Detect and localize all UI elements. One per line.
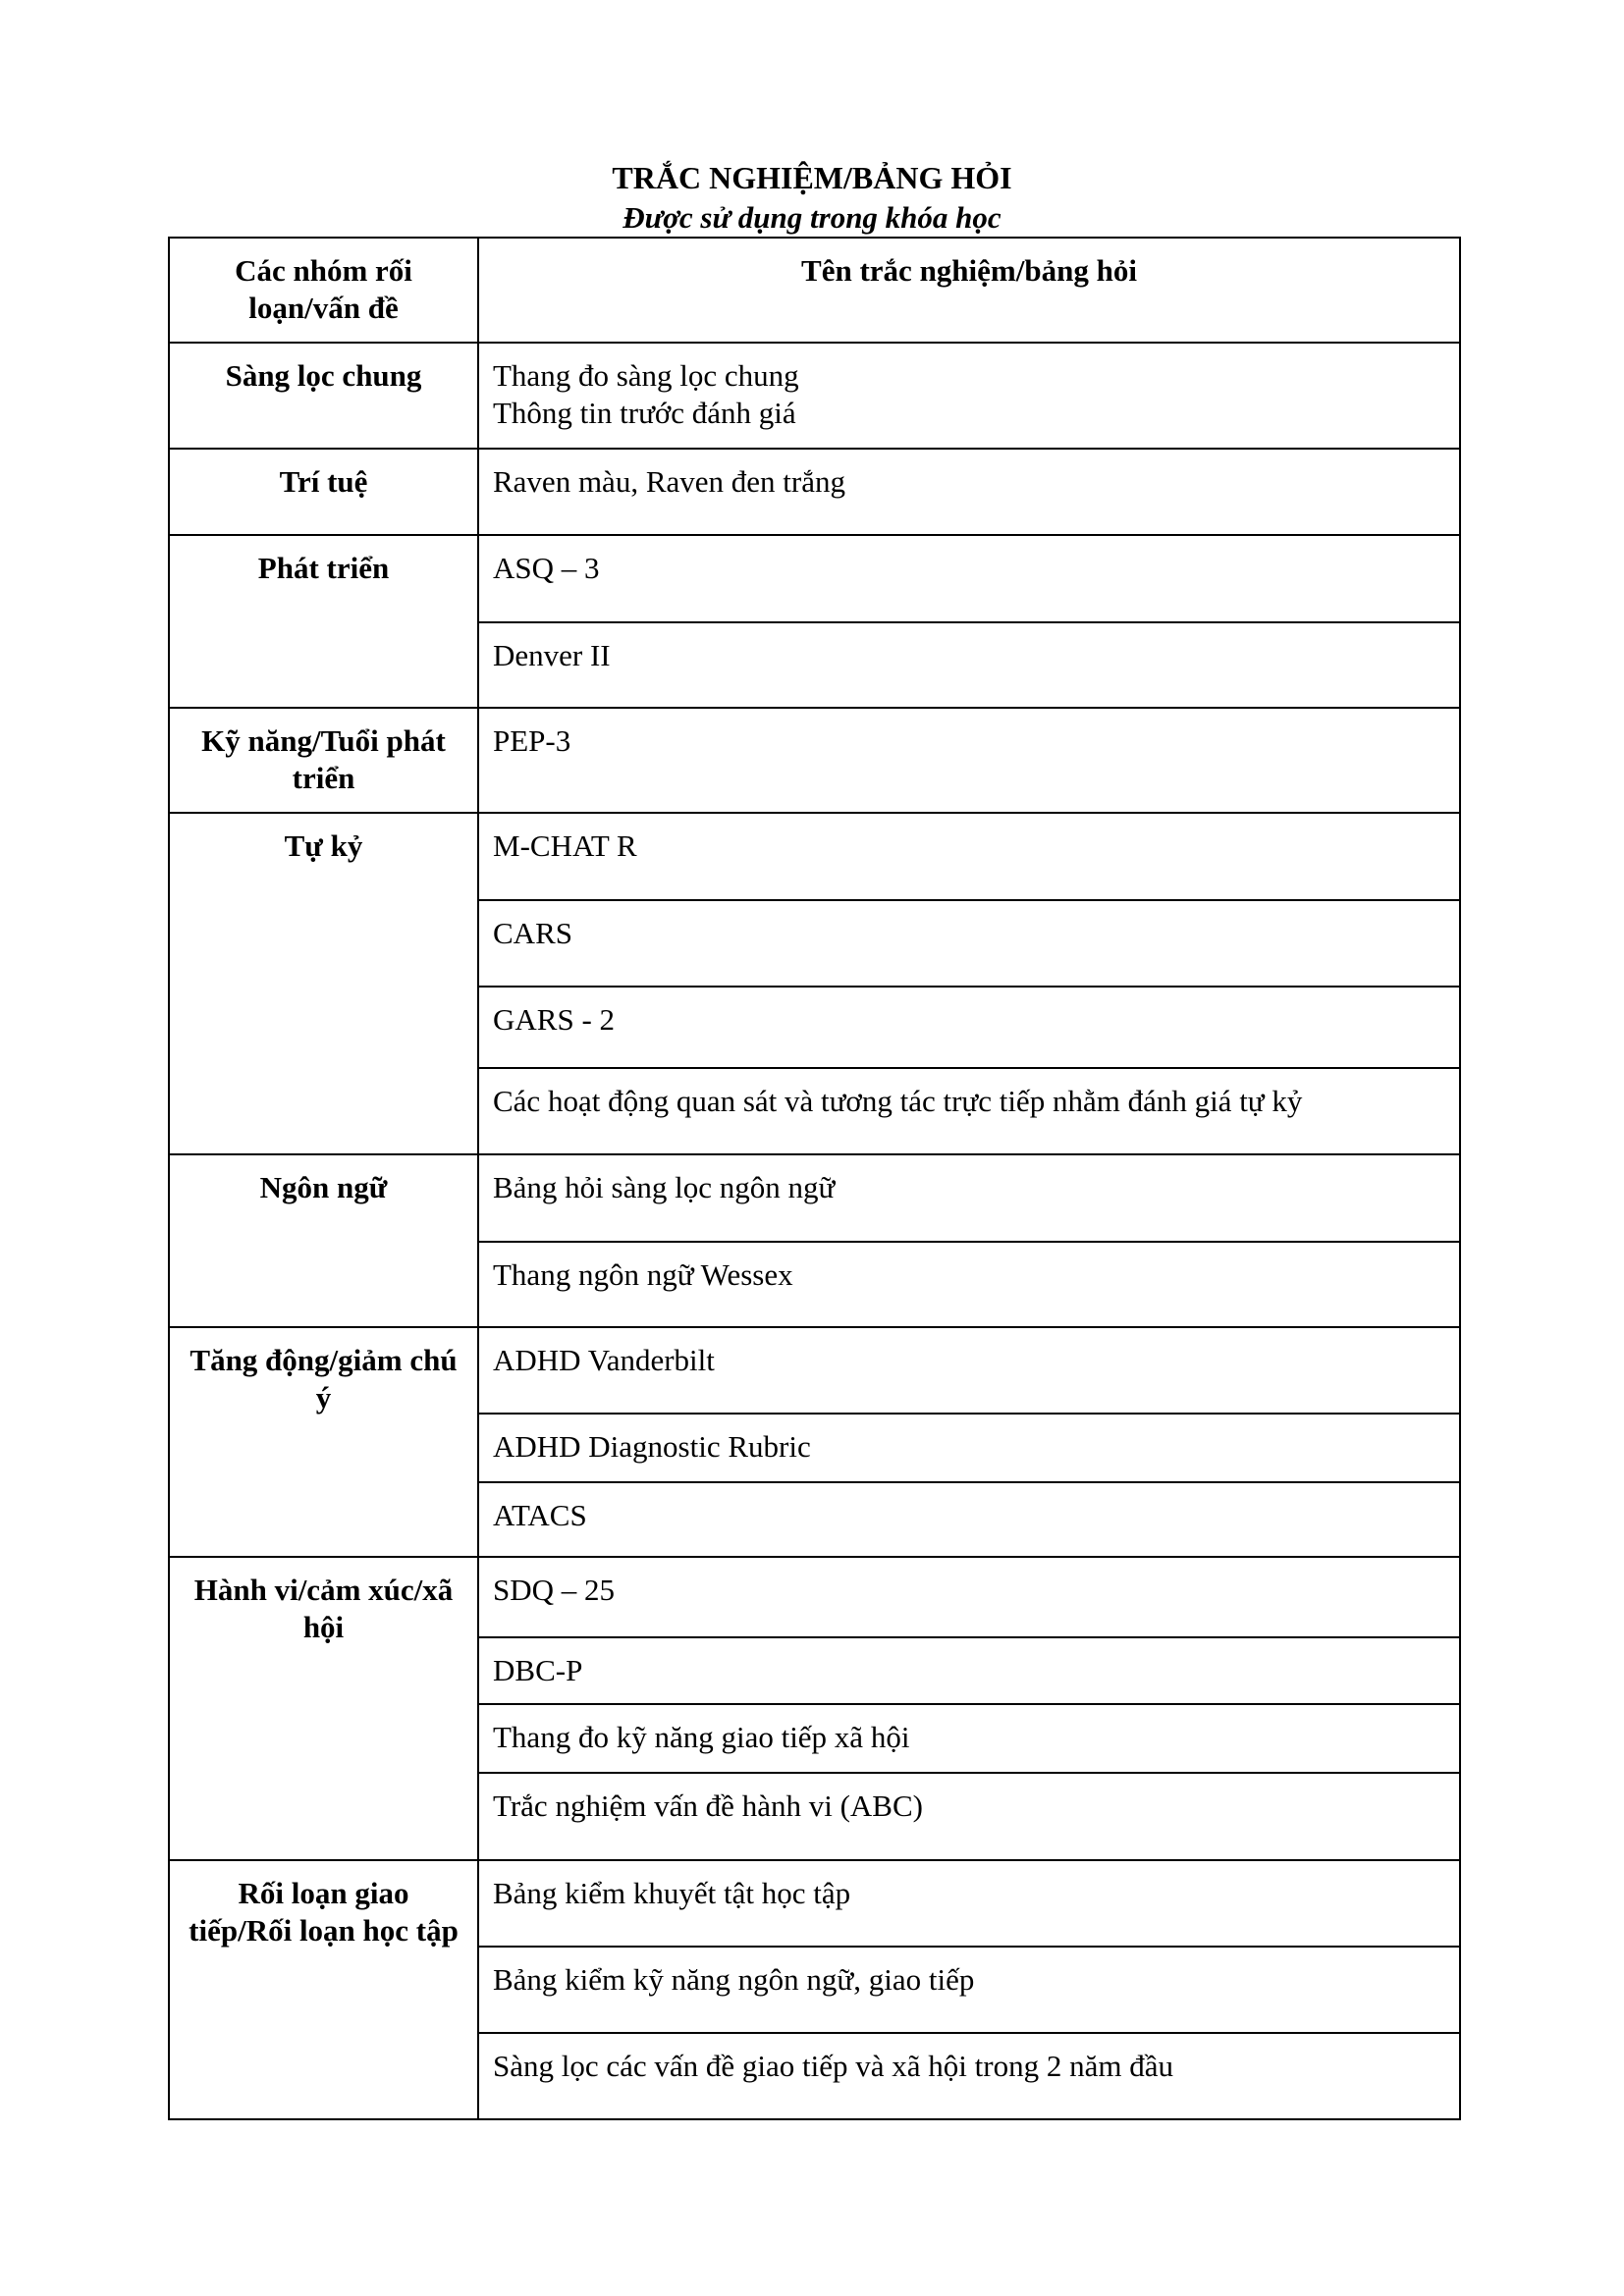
instrument-cell bbox=[478, 1242, 1460, 1327]
group-name-cell: Trí tuệ bbox=[169, 449, 478, 535]
instrument-name: PEP-3 bbox=[493, 723, 571, 758]
table-header-row bbox=[169, 238, 1460, 343]
instrument-name: Bảng hỏi sàng lọc ngôn ngữ bbox=[493, 1170, 836, 1204]
group-name-cell: Rối loạn giao tiếp/Rối loạn học tập bbox=[169, 1860, 478, 2119]
instrument-name: Thang đo sàng lọc chung bbox=[493, 358, 799, 393]
instrument-name: Thang đo kỹ năng giao tiếp xã hội bbox=[493, 1720, 910, 1754]
group-name-cell: Tự kỷ bbox=[169, 813, 478, 1154]
instrument-cell bbox=[478, 987, 1460, 1068]
instrument-cell bbox=[478, 343, 1460, 449]
instrument-cell bbox=[478, 900, 1460, 987]
instrument-name: Các hoạt động quan sát và tương tác trực tiếp nhằm đánh giá tự kỷ bbox=[493, 1084, 1303, 1118]
instrument-name: ADHD Vanderbilt bbox=[493, 1343, 715, 1377]
group-name-cell: Sàng lọc chung bbox=[169, 343, 478, 449]
instrument-name: Trắc nghiệm vấn đề hành vi (ABC) bbox=[493, 1789, 923, 1823]
table-row bbox=[169, 535, 1460, 622]
instrument-name: Raven màu, Raven đen trắng bbox=[493, 464, 845, 499]
instrument-cell bbox=[478, 1704, 1460, 1773]
instrument-cell bbox=[478, 449, 1460, 535]
header-instrument-column: Tên trắc nghiệm/bảng hỏi bbox=[478, 238, 1460, 343]
instrument-name: DBC-P bbox=[493, 1653, 583, 1687]
instrument-cell bbox=[478, 1860, 1460, 1947]
table-row bbox=[169, 1557, 1460, 1637]
table-row bbox=[169, 1860, 1460, 1947]
instrument-name: Thông tin trước đánh giá bbox=[493, 396, 796, 430]
instrument-name: SDQ – 25 bbox=[493, 1573, 616, 1607]
group-name-cell: Ngôn ngữ bbox=[169, 1154, 478, 1327]
group-name-cell: Phát triển bbox=[169, 535, 478, 708]
table-row bbox=[169, 343, 1460, 449]
instrument-name: Denver II bbox=[493, 638, 611, 672]
instrument-name: ATACS bbox=[493, 1498, 587, 1532]
instrument-name: Sàng lọc các vấn đề giao tiếp và xã hội trong 2 năm đầu bbox=[493, 2049, 1173, 2083]
instruments-table bbox=[168, 237, 1461, 2120]
instrument-name: M-CHAT R bbox=[493, 828, 637, 863]
instrument-cell bbox=[478, 622, 1460, 708]
table-row bbox=[169, 813, 1460, 900]
instrument-name: Thang ngôn ngữ Wessex bbox=[493, 1257, 793, 1292]
table-row bbox=[169, 708, 1460, 813]
instrument-name: CARS bbox=[493, 916, 572, 950]
table-row bbox=[169, 1327, 1460, 1414]
group-name-cell: Kỹ năng/Tuổi phát triển bbox=[169, 708, 478, 813]
instrument-cell bbox=[478, 1637, 1460, 1704]
instrument-cell bbox=[478, 708, 1460, 813]
instrument-cell bbox=[478, 813, 1460, 900]
instrument-cell bbox=[478, 535, 1460, 622]
group-name-cell: Tăng động/giảm chú ý bbox=[169, 1327, 478, 1557]
instrument-cell bbox=[478, 1068, 1460, 1154]
table-row bbox=[169, 1154, 1460, 1242]
header-group-column: Các nhóm rối loạn/vấn đề bbox=[169, 238, 478, 343]
document-title: TRẮC NGHIỆM/BẢNG HỎI bbox=[612, 160, 1012, 195]
instrument-cell bbox=[478, 1414, 1460, 1482]
instrument-cell bbox=[478, 1557, 1460, 1637]
instrument-cell bbox=[478, 1947, 1460, 2033]
instrument-cell bbox=[478, 2033, 1460, 2119]
instrument-cell bbox=[478, 1154, 1460, 1242]
table-row bbox=[169, 449, 1460, 535]
instrument-name: Bảng kiểm kỹ năng ngôn ngữ, giao tiếp bbox=[493, 1962, 975, 1997]
instrument-name: ASQ – 3 bbox=[493, 551, 600, 585]
instrument-name: ADHD Diagnostic Rubric bbox=[493, 1429, 811, 1464]
instrument-cell bbox=[478, 1327, 1460, 1414]
instrument-name: GARS - 2 bbox=[493, 1002, 616, 1037]
instrument-cell bbox=[478, 1482, 1460, 1557]
instrument-cell bbox=[478, 1773, 1460, 1860]
document-subtitle: Được sử dụng trong khóa học bbox=[623, 200, 1001, 235]
group-name-cell: Hành vi/cảm xúc/xã hội bbox=[169, 1557, 478, 1860]
instrument-name: Bảng kiểm khuyết tật học tập bbox=[493, 1876, 851, 1910]
